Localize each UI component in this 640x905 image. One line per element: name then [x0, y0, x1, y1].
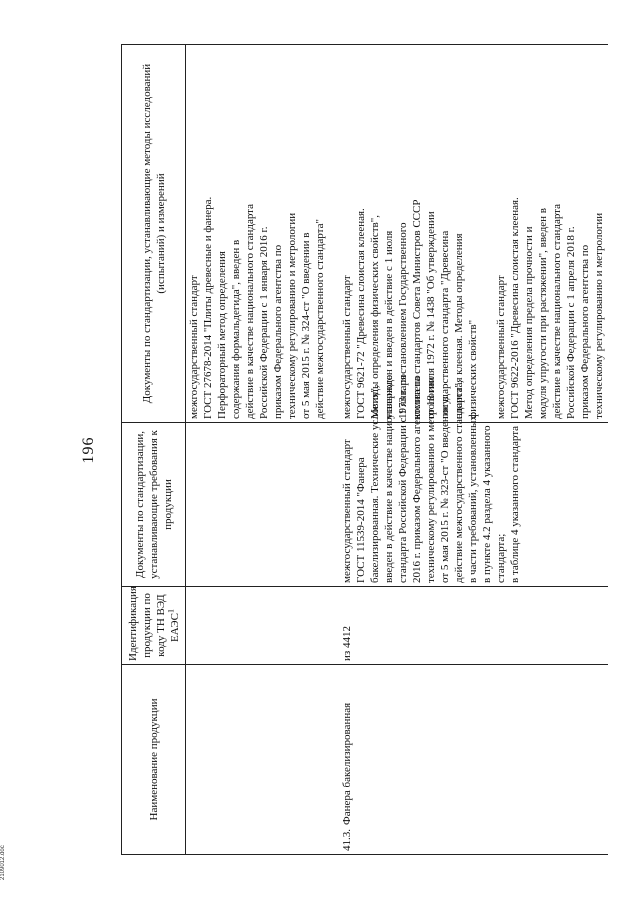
header-method-docs: Документы по стандартизации, устанавливающие методы исследований (испытаний) и измерений [122, 44, 186, 422]
product-name: Фанера бакелизированная [341, 702, 353, 825]
text-line: Перфораторный метод определения [216, 251, 228, 419]
text-line: ГОСТ 9622-2016 "Древесина слоистая клееная. [509, 197, 521, 419]
spacer-cell [329, 423, 339, 587]
text-line: от 5 мая 2015 г. № 324-ст "О введении в [300, 232, 312, 419]
text-line: физических свойств" [467, 319, 479, 419]
table-body [186, 44, 609, 854]
product-name-cell [339, 665, 608, 855]
text-line: модуля упругости при растяжении", введен в [537, 207, 549, 419]
text-line: 2016 г. приказом Федерального агентства по [411, 375, 423, 583]
text-line: от 18 июля 1972 г. № 1438 "Об утверждении [425, 211, 437, 419]
text-line: техническому регулированию и метрологии [286, 212, 298, 419]
standard-block [187, 48, 327, 419]
text-line: Российской Федерации с 1 января 2016 г. [258, 226, 270, 419]
requirements-docs-cell [339, 374, 608, 587]
text-line: введен в действие в качестве национального [383, 374, 395, 583]
table-row [339, 44, 608, 854]
text-line: 1973 г. постановлением Государственного [397, 222, 409, 419]
text-line: действие в качестве национального стандарта [551, 203, 563, 419]
text-line: содержания формальдегида", введен в [230, 239, 242, 419]
table-header-row [122, 44, 186, 854]
standard-block [494, 48, 606, 419]
text-line: действие межгосударственного стандарта", [453, 380, 465, 583]
table-row [186, 44, 330, 854]
header-req-docs: Документы по стандартизации, устанавливающие требования к продукции [122, 423, 186, 587]
rotated-content [80, 45, 620, 855]
text-line: от 5 мая 2015 г. № 323-ст "О введении в [439, 396, 451, 583]
method-docs-cell [339, 44, 608, 422]
text-line: Методы определения физических свойств", [369, 215, 381, 419]
text-line: межгосударственный стандарт [341, 275, 353, 419]
text-line: ГОСТ 27678-2014 "Плиты древесные и фанера. [202, 196, 214, 419]
header-name: Наименование продукции [122, 665, 186, 855]
spacer-cell [329, 665, 339, 855]
text-line: техническому регулированию и метрологии [425, 376, 437, 583]
text-line: в таблице 4 указанного стандарта [509, 425, 521, 583]
tnved-code-cell [339, 587, 608, 665]
standards-table [121, 44, 608, 855]
product-name-cell [186, 665, 330, 855]
page-number: 196 [80, 436, 97, 464]
text-line: действие в качестве национального стандарта [244, 203, 256, 419]
requirements-docs-cell [186, 423, 330, 587]
spacer-cell [329, 587, 339, 665]
text-line: приказом Федерального агентства по [579, 244, 591, 419]
text-line: утвержден и введен в действие с 1 июля [383, 230, 395, 419]
text-line: в части требований, установленных: [467, 412, 479, 583]
text-line: межгосударственный стандарт [188, 275, 200, 419]
text-line: в пункте 4.2 раздела 4 указанного [481, 425, 493, 583]
text-line: действие межгосударственного стандарта" [314, 219, 326, 419]
standard-block [340, 374, 522, 583]
text-line: бакелизированная. Технические условия", [369, 385, 381, 583]
text-line: межгосударственный стандарт [495, 275, 507, 419]
tnved-code-cell [186, 587, 330, 665]
header-code: Идентификация продукции по коду ТН ВЭД ЕАЭС$^1$ [122, 587, 186, 665]
text-line: слоистая клееная. Методы определения [453, 233, 465, 419]
text-line: приказом Федерального агентства по [272, 244, 284, 419]
text-line: ГОСТ 9621-72 "Древесина слоистая клееная. [355, 208, 367, 419]
row-number: 41.3. [341, 829, 353, 851]
row-spacer [329, 44, 339, 854]
file-footer: 2109012.doc [0, 845, 6, 880]
text-line: техническому регулированию и метрологии [593, 212, 605, 419]
text-line: комитета стандартов Совета Министров СССР [411, 199, 423, 419]
spacer-cell [329, 44, 339, 422]
text-line: стандарта Российской Федерации с 1 января [397, 375, 409, 583]
text-line: ГОСТ 11539-2014 "Фанера [355, 457, 367, 583]
tnved-code: из 4412 [341, 626, 353, 661]
text-line: Российской Федерации с 1 апреля 2018 г. [565, 226, 577, 419]
text-line: государственного стандарта "Древесина [439, 230, 451, 419]
text-line: стандарта; [495, 533, 507, 583]
text-line: Метод определения предела прочности и [523, 226, 535, 419]
text-line: межгосударственный стандарт [341, 439, 353, 583]
method-docs-cell [186, 44, 330, 422]
standard-block [340, 48, 480, 419]
